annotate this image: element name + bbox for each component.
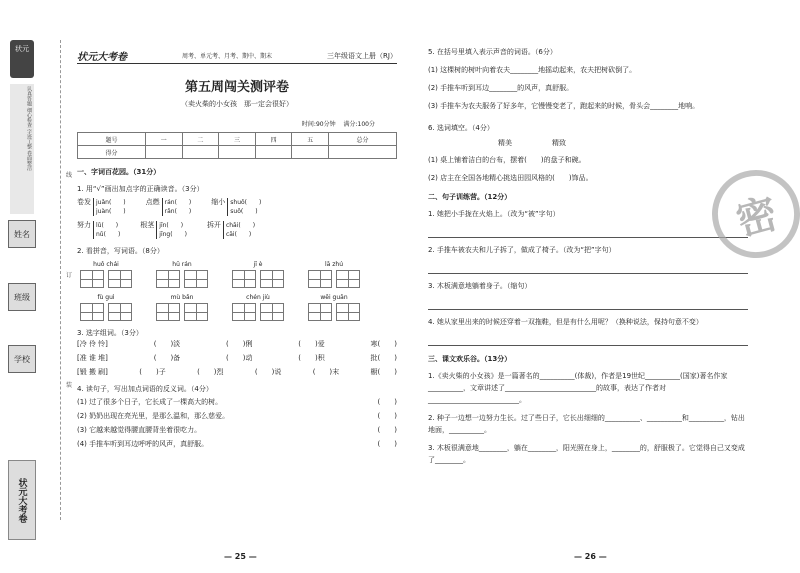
score-header: 一 bbox=[145, 133, 182, 146]
q4-item: (2) 奶奶出现在亮光里，是那么温和，那么慈爱。 ( ) bbox=[77, 412, 397, 420]
q4-item: (1) 过了很多个日子，它长成了一棵高大的树。 ( ) bbox=[77, 398, 397, 406]
section-heading: 二、句子训练营。（12分） bbox=[428, 193, 512, 201]
score-cell[interactable] bbox=[255, 146, 292, 159]
s2-item: 3. 木板满意地躺着身子。（缩句） bbox=[428, 282, 532, 290]
write-cell[interactable] bbox=[232, 270, 256, 288]
q4-item: (4) 手推车听到耳边呼呼的风声，真舒服。 ( ) bbox=[77, 440, 397, 448]
name-label: 姓名 bbox=[8, 220, 36, 248]
pinyin-item: jī è bbox=[229, 261, 287, 288]
page-number-right: — 26 — bbox=[574, 552, 607, 561]
word-choice: 精致 bbox=[552, 139, 566, 147]
page-number-left: — 25 — bbox=[224, 552, 257, 561]
binding-strip bbox=[8, 40, 36, 540]
write-cell[interactable] bbox=[184, 270, 208, 288]
word-choice: 精美 bbox=[498, 139, 512, 147]
write-cell[interactable] bbox=[156, 270, 180, 288]
score-header: 五 bbox=[292, 133, 329, 146]
s2-item: 1. 她把小手拢在火焰上。（改为“被”字句） bbox=[428, 210, 560, 218]
q3-row: [准 谁 堆] ( )备 ( )动 ( )积 批( ) bbox=[77, 354, 397, 362]
q1-item: 点燃 rán( ) rǎn( ) bbox=[145, 198, 192, 215]
pinyin-grid bbox=[77, 261, 397, 288]
pinyin-item: chén jiù bbox=[229, 294, 287, 321]
question-prompt: 2. 看拼音，写词语。（8分） bbox=[77, 247, 164, 255]
write-cell[interactable] bbox=[80, 270, 104, 288]
write-cell[interactable] bbox=[336, 303, 360, 321]
score-cell[interactable] bbox=[219, 146, 256, 159]
q3-row: [锻 搬 刷] ( )子 ( )烈 ( )说 ( )末 橱( ) bbox=[77, 368, 397, 376]
header-logo: 状元大考卷 bbox=[77, 52, 127, 63]
question-prompt: 1. 用“√”画出加点字的正确读音。（3分） bbox=[77, 185, 204, 193]
write-cell[interactable] bbox=[108, 270, 132, 288]
strip-notes: 认真答题 细心检查 字迹工整 卷面整洁 bbox=[10, 84, 34, 214]
q6-words bbox=[428, 138, 748, 148]
margin-mark: 装 bbox=[66, 382, 73, 389]
write-cell[interactable] bbox=[80, 303, 104, 321]
question-prompt: 4. 读句子，写出加点词语的反义词。（4分） bbox=[77, 385, 213, 393]
q1-row bbox=[77, 220, 397, 239]
page-title: 第五周闯关测评卷 bbox=[184, 80, 289, 95]
pinyin-item: huǒ chái bbox=[77, 261, 135, 288]
q3-row: [冷 伶 怜] ( )淡 ( )俐 ( )爱 寒( ) bbox=[77, 340, 397, 348]
write-cell[interactable] bbox=[108, 303, 132, 321]
margin-mark: 线 bbox=[66, 172, 73, 179]
pinyin-item: wēi guān bbox=[305, 294, 363, 321]
write-cell[interactable] bbox=[260, 270, 284, 288]
q1-item: 努力 lǔ( ) nǔ( ) bbox=[77, 221, 121, 238]
right-page bbox=[428, 40, 748, 466]
q5-item: (3) 手推车为农夫服务了好多年，它慢慢变老了，跑起来的时候，骨头会________地响。 bbox=[428, 102, 700, 110]
score-table bbox=[77, 132, 397, 159]
score-header: 二 bbox=[182, 133, 219, 146]
s2-item: 4. 她从家里出来的时候还穿着一双拖鞋，但是有什么用呢？（换种说法，保持句意不变） bbox=[428, 318, 703, 326]
exam-types: 周考、单元考、月考、期中、期末 bbox=[182, 53, 273, 60]
page-subtitle: （卖火柴的小女孩 那一定会很好） bbox=[181, 100, 293, 108]
class-label: 班级 bbox=[8, 283, 36, 311]
write-cell[interactable] bbox=[156, 303, 180, 321]
score-cell[interactable] bbox=[145, 146, 182, 159]
answer-line[interactable] bbox=[428, 224, 748, 238]
question-prompt: 6. 选词填空。（4分） bbox=[428, 124, 494, 132]
score-cell[interactable] bbox=[328, 146, 396, 159]
pinyin-item: hū rán bbox=[153, 261, 211, 288]
write-cell[interactable] bbox=[260, 303, 284, 321]
q5-item: (1) 这棵树的树叶向着农夫________地摇动起来，农夫把树砍倒了。 bbox=[428, 66, 637, 74]
score-header: 三 bbox=[219, 133, 256, 146]
write-cell[interactable] bbox=[308, 270, 332, 288]
score-header: 题号 bbox=[78, 133, 146, 146]
s3-item: 2. 种子一边想一边努力生长。过了些日子，它长出细细的__________、__________和__________，钻出地面，__________。 bbox=[428, 414, 745, 434]
brand-vertical: 状元大考卷 bbox=[8, 460, 36, 540]
s3-item: 3. 木板很满意地________，躺在________，阳光照在身上，________的，舒服极了。它觉得自己又变成了________。 bbox=[428, 444, 745, 464]
brand-logo-icon: 状元 bbox=[10, 40, 34, 78]
write-cell[interactable] bbox=[308, 303, 332, 321]
write-cell[interactable] bbox=[336, 270, 360, 288]
score-header: 总分 bbox=[328, 133, 396, 146]
q5-item: (2) 手推车听到耳边________的风声，真舒服。 bbox=[428, 84, 574, 92]
margin-mark: 订 bbox=[66, 272, 73, 279]
section-heading: 三、课文欢乐谷。（13分） bbox=[428, 355, 512, 363]
q6-item: (2) 店主在全国各地精心挑选田园风格的( )饰品。 bbox=[428, 174, 593, 182]
question-prompt: 3. 选字组词。（3分） bbox=[77, 329, 143, 337]
s2-item: 2. 手推车被农夫和儿子拆了，做成了椅子。（改为“把”字句） bbox=[428, 246, 616, 254]
q1-item: 拆开 chāi( ) cāi( ) bbox=[206, 221, 256, 238]
score-cell[interactable] bbox=[182, 146, 219, 159]
confidential-seal: 密 bbox=[702, 160, 800, 268]
score-cell[interactable] bbox=[292, 146, 329, 159]
left-page bbox=[77, 48, 397, 449]
question-prompt: 5. 在括号里填入表示声音的词语。（6分） bbox=[428, 48, 557, 56]
page-header bbox=[77, 48, 397, 64]
pinyin-item: fù guì bbox=[77, 294, 135, 321]
answer-line[interactable] bbox=[428, 296, 748, 310]
grade-label: 三年级语文上册（RJ） bbox=[327, 51, 397, 60]
write-cell[interactable] bbox=[232, 303, 256, 321]
q1-item: 卷发 juǎn( ) juàn( ) bbox=[77, 198, 126, 215]
section-heading: 一、字词百花园。（31分） bbox=[77, 168, 161, 176]
q1-item: 根茎 jīn( ) jīng( ) bbox=[140, 221, 187, 238]
score-header: 四 bbox=[255, 133, 292, 146]
exam-meta bbox=[77, 119, 397, 128]
cut-line bbox=[60, 40, 61, 520]
s3-item: 1.《卖火柴的小女孩》是一篇著名的__________(体裁)，作者是19世纪__________(国家)著名作家__________，文章讲述了__________________________的故事，表达了作者对__________________________。 bbox=[428, 372, 728, 404]
q6-item: (1) 桌上铺着洁白的台布，摆着( )的盘子和碗。 bbox=[428, 156, 586, 164]
answer-line[interactable] bbox=[428, 260, 748, 274]
full-score: 满分:100分 bbox=[343, 121, 375, 128]
write-cell[interactable] bbox=[184, 303, 208, 321]
score-row-label: 得分 bbox=[78, 146, 146, 159]
pinyin-grid bbox=[77, 294, 397, 321]
answer-line[interactable] bbox=[428, 332, 748, 346]
pinyin-item: lā zhú bbox=[305, 261, 363, 288]
pinyin-item: mù bǎn bbox=[153, 294, 211, 321]
time-limit: 时间:90分钟 bbox=[301, 121, 336, 128]
q4-item: (3) 它越来越觉得腰直腰背坐着很吃力。 ( ) bbox=[77, 426, 397, 434]
q1-item: 缩小 shuō( ) suō( ) bbox=[211, 198, 262, 215]
q1-row bbox=[77, 197, 397, 216]
school-label: 学校 bbox=[8, 345, 36, 373]
